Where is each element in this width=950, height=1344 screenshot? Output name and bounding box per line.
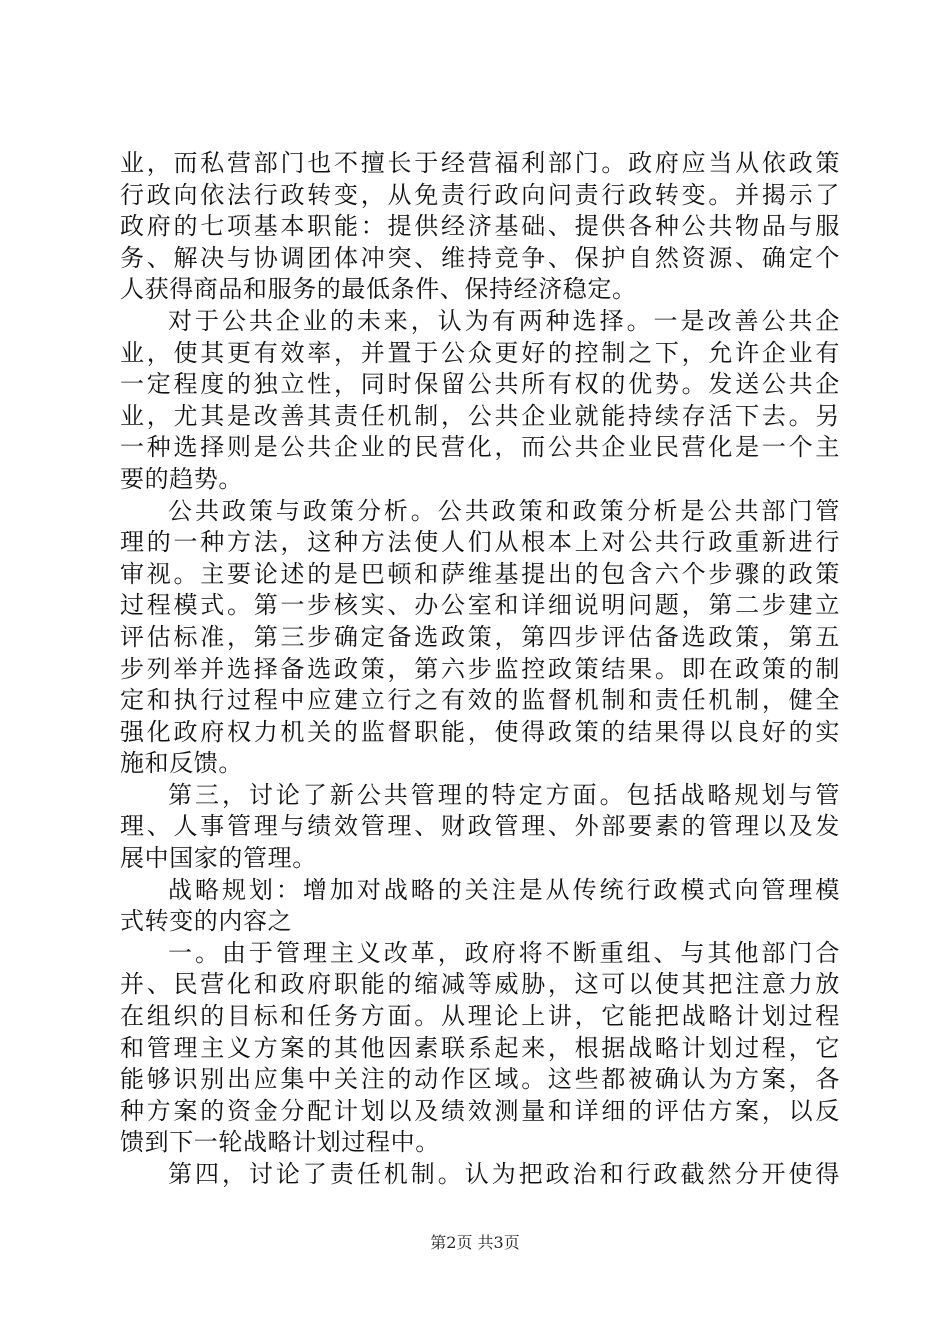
text-line: 业，而私营部门也不擅长于经营福利部门。政府应当从依政策: [120, 149, 840, 177]
text-line: 一定程度的独立性，同时保留公共所有权的优势。发送公共企: [120, 370, 840, 399]
text-line: 种方案的资金分配计划以及绩效测量和详细的评估方案，以反: [120, 1096, 840, 1125]
paragraph-first-line: 公共政策与政策分析。公共政策和政策分析是公共部门管: [168, 496, 840, 525]
page-footer: 第2页 共3页: [430, 1233, 520, 1252]
text-line: 并、民营化和政府职能的缩减等威胁，这可以使其把注意力放: [120, 970, 840, 999]
text-line: 在组织的目标和任务方面。从理论上讲，它能把战略计划过程: [120, 1002, 840, 1031]
text-line: 强化政府权力机关的监督职能，使得政策的结果得以良好的实: [120, 717, 840, 746]
text-line: 馈到下一轮战略计划过程中。: [120, 1128, 440, 1157]
text-line: 展中国家的管理。: [120, 844, 317, 873]
paragraph-first-line: 对于公共企业的未来，认为有两种选择。一是改善公共企: [168, 306, 840, 335]
text-line: 式转变的内容之: [120, 907, 293, 936]
text-line: 过程模式。第一步核实、办公室和详细说明问题，第二步建立: [120, 591, 840, 620]
text-line: 务、解决与协调团体冲突、维持竞争、保护自然资源、确定个: [120, 243, 840, 272]
text-line: 业，尤其是改善其责任机制，公共企业就能持续存活下去。另: [120, 401, 840, 430]
text-line: 政府的七项基本职能：提供经济基础、提供各种公共物品与服: [120, 212, 840, 241]
text-line: 业，使其更有效率，并置于公众更好的控制之下，允许企业有: [120, 338, 840, 367]
paragraph-first-line: 第四，讨论了责任机制。认为把政治和行政截然分开使得: [168, 1160, 840, 1188]
text-line: 要的趋势。: [120, 464, 243, 493]
text-line: 审视。主要论述的是巴顿和萨维基提出的包含六个步骤的政策: [120, 559, 840, 588]
paragraph-first-line: 战略规划：增加对战略的关注是从传统行政模式向管理模: [168, 875, 840, 904]
text-line: 理、人事管理与绩效管理、财政管理、外部要素的管理以及发: [120, 812, 840, 841]
paragraph-first-line: 一。由于管理主义改革，政府将不断重组、与其他部门合: [168, 938, 840, 967]
text-line: 行政向依法行政转变，从免责行政向问责行政转变。并揭示了: [120, 180, 840, 209]
text-line: 和管理主义方案的其他因素联系起来，根据战略计划过程，它: [120, 1033, 840, 1062]
text-line: 步列举并选择备选政策，第六步监控政策结果。即在政策的制: [120, 654, 840, 683]
text-line: 理的一种方法，这种方法使人们从根本上对公共行政重新进行: [120, 528, 840, 557]
text-line: 施和反馈。: [120, 749, 243, 778]
document-body: [120, 148, 840, 1191]
text-line: 定和执行过程中应建立行之有效的监督机制和责任机制，健全: [120, 686, 840, 715]
text-line: 能够识别出应集中关注的动作区域。这些都被确认为方案，各: [120, 1065, 840, 1094]
text-line: 一种选择则是公共企业的民营化，而公共企业民营化是一个主: [120, 433, 840, 462]
paragraph-first-line: 第三，讨论了新公共管理的特定方面。包括战略规划与管: [168, 780, 840, 809]
text-line: 评估标准，第三步确定备选政策，第四步评估备选政策，第五: [120, 622, 840, 651]
text-line: 人获得商品和服务的最低条件、保持经济稳定。: [120, 275, 637, 304]
